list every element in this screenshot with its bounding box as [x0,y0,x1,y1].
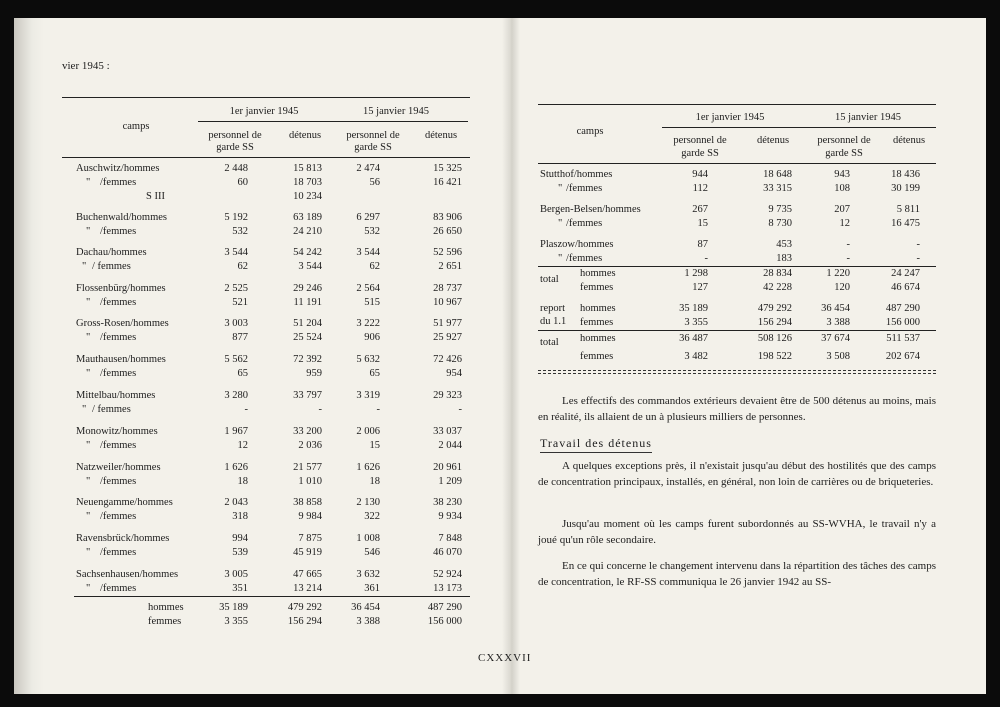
book-spine [502,18,520,694]
r-total-rule [538,266,936,267]
camp-name: /femmes [100,177,137,188]
detenus-header-1: détenus [288,130,322,141]
ditto-mark: " [86,297,91,308]
total-label: femmes [148,616,182,627]
paragraph-1: Les effectifs des commandos extérieurs devaient être de 500 détenus au moins, mais en réalité, ils allaient de un à plusieurs milliers de personnes. [538,395,936,423]
guard-header-2b: garde SS [354,142,392,153]
camp-name: /femmes [100,511,137,522]
detenus-1: 47 665 [293,569,322,580]
summary-guard-2: 37 674 [821,333,850,344]
detenus-1: 8 730 [768,218,792,229]
detenus-1: 13 214 [293,583,322,594]
detenus-1: 10 234 [293,191,322,202]
guard-2: 1 626 [356,462,380,473]
camp-name: Sachsenhausen/hommes [76,569,179,580]
detenus-header-2: détenus [424,130,458,141]
total-detenus-2: 156 000 [427,616,462,627]
guard-1: 112 [692,183,708,194]
summary-guard-1: 36 487 [679,333,708,344]
guard-header-2a: personnel de [346,130,400,141]
detenus-1: 2 036 [298,440,322,451]
summary-label: hommes [580,268,616,279]
camp-name: /femmes [100,226,137,237]
camp-name: Gross-Rosen/hommes [76,318,169,329]
totals-rule [74,596,470,597]
guard-2: 515 [364,297,380,308]
r-report-label-1: report [540,303,566,314]
detenus-1: 3 544 [298,261,322,272]
guard-2: - [376,404,380,415]
guard-2: 1 008 [356,533,380,544]
header-bottom-rule [62,157,470,158]
summary-guard-2: 120 [834,282,850,293]
summary-guard-1: 3 355 [684,317,708,328]
ditto-mark: " [558,183,563,194]
camp-name: Bergen-Belsen/hommes [540,204,641,215]
r-total-label: total [540,274,559,285]
camp-name: Mittelbau/hommes [76,390,156,401]
summary-detenus-1: 156 294 [757,317,792,328]
detenus-1: 45 919 [293,547,322,558]
detenus-1: 15 813 [293,163,322,174]
r-header-bottom-rule [538,163,936,164]
summary-guard-1: 3 482 [684,351,708,362]
date1-header: 1er janvier 1945 [229,106,299,117]
camp-name: Plaszow/hommes [540,239,614,250]
detenus-2: 15 325 [433,163,462,174]
detenus-1: 21 577 [293,462,322,473]
r-guard-header-1b: garde SS [681,148,719,159]
guard-1: 62 [237,261,248,272]
total-detenus-2: 487 290 [427,602,462,613]
detenus-2: 10 967 [433,297,462,308]
r-camps-header: camps [576,126,604,137]
guard-2: 65 [369,368,380,379]
ditto-mark: " [558,253,563,264]
r-grand-total-label: total [540,337,559,348]
summary-guard-2: 3 508 [826,351,850,362]
guard-2: 56 [369,177,380,188]
guard-1: 1 626 [224,462,248,473]
detenus-1: 51 204 [293,318,322,329]
guard-2: 546 [364,547,380,558]
camp-name: /femmes [100,476,137,487]
detenus-2: 2 044 [438,440,462,451]
camp-name: /femmes [566,218,603,229]
detenus-1: 11 191 [293,297,322,308]
r-date-underline [662,127,936,128]
camp-name: Ravensbrück/hommes [76,533,170,544]
detenus-2: - [916,239,920,250]
total-label: hommes [148,602,184,613]
guard-2: 361 [364,583,380,594]
guard-1: 60 [237,177,248,188]
detenus-2: 25 927 [433,332,462,343]
detenus-2: 30 199 [891,183,920,194]
ditto-mark: " [86,476,91,487]
camp-name: S III [146,191,165,202]
detenus-1: 25 524 [293,332,322,343]
detenus-1: 54 242 [293,247,322,258]
detenus-1: 38 858 [293,497,322,508]
r-report-label-2: du 1.1 [540,316,567,327]
guard-1: 87 [697,239,708,250]
summary-label: hommes [580,303,616,314]
ditto-mark: " [86,332,91,343]
r-double-dash-rule [538,370,936,374]
guard-1: 539 [232,547,248,558]
detenus-2: 33 037 [433,426,462,437]
guard-2: 2 564 [356,283,380,294]
ditto-mark: " [86,226,91,237]
summary-detenus-2: 511 537 [886,333,920,344]
summary-detenus-1: 479 292 [757,303,792,314]
summary-guard-2: 3 388 [826,317,850,328]
detenus-2: 29 323 [433,390,462,401]
camp-name: /femmes [100,547,137,558]
paragraph-3: Jusqu'au moment où les camps furent subordonnés au SS-WVHA, le travail n'y a joué qu'un rôle secondaire. [538,518,936,546]
detenus-2: 28 737 [433,283,462,294]
guard-1: 3 003 [224,318,248,329]
summary-label: femmes [580,351,614,362]
r-guard-header-2a: personnel de [817,135,871,146]
camps-header: camps [122,121,150,132]
detenus-1: 33 315 [763,183,792,194]
detenus-1: 33 200 [293,426,322,437]
guard-1: 65 [237,368,248,379]
guard-header-1b: garde SS [216,142,254,153]
camp-name: Stutthof/hommes [540,169,613,180]
date2-header: 15 janvier 1945 [363,106,429,117]
detenus-1: 24 210 [293,226,322,237]
detenus-2: 2 651 [438,261,462,272]
guard-2: 15 [369,440,380,451]
summary-detenus-1: 508 126 [757,333,792,344]
total-guard-2: 36 454 [351,602,380,613]
detenus-1: 7 875 [298,533,322,544]
guard-2: 62 [369,261,380,272]
summary-guard-1: 127 [692,282,708,293]
detenus-2: 16 475 [891,218,920,229]
summary-label: hommes [580,333,616,344]
summary-detenus-1: 42 228 [763,282,792,293]
r-grand-total-rule [538,330,936,331]
guard-2: 2 006 [356,426,380,437]
guard-2: 322 [364,511,380,522]
guard-2: - [846,239,850,250]
detenus-2: 38 230 [433,497,462,508]
detenus-2: 13 173 [433,583,462,594]
guard-1: 994 [232,533,248,544]
ditto-mark: " [558,218,563,229]
camp-name: /femmes [566,253,603,264]
guard-2: 3 632 [356,569,380,580]
paragraph-4: En ce qui concerne le changement intervenu dans la répartition des tâches des camps de concentration, le RF-SS communiqua le 26 janvier 1942 au SS- [538,560,936,588]
summary-guard-1: 35 189 [679,303,708,314]
r-detenus-header-1: détenus [756,135,790,146]
camp-name: /femmes [100,583,137,594]
summary-detenus-1: 28 834 [763,268,792,279]
guard-2: - [846,253,850,264]
detenus-2: 9 934 [438,511,462,522]
summary-label: femmes [580,317,614,328]
ditto-mark: " [86,177,91,188]
total-detenus-1: 479 292 [287,602,322,613]
guard-1: 2 448 [224,163,248,174]
guard-1: - [704,253,708,264]
ditto-mark: " [86,511,91,522]
guard-2: 12 [839,218,850,229]
r-date1-header: 1er janvier 1945 [695,112,765,123]
guard-1: - [244,404,248,415]
guard-2: 3 222 [356,318,380,329]
summary-guard-2: 36 454 [821,303,850,314]
summary-detenus-2: 46 674 [891,282,920,293]
guard-1: 12 [237,440,248,451]
summary-detenus-2: 24 247 [891,268,920,279]
paragraph-2: A quelques exceptions près, il n'existait jusqu'au début des hostilités que des camps de concentration principaux, installés, en général, non loin de carrières ou de briqueteries. [538,460,936,488]
detenus-1: 63 189 [293,212,322,223]
detenus-2: 16 421 [433,177,462,188]
guard-1: 15 [697,218,708,229]
left-gutter-shadow [14,18,44,694]
ditto-mark: " [86,368,91,379]
r-date2-header: 15 janvier 1945 [835,112,901,123]
detenus-2: 5 811 [896,204,920,215]
detenus-1: 9 984 [298,511,322,522]
guard-2: 6 297 [356,212,380,223]
ditto-mark: " [86,583,91,594]
guard-2: 943 [834,169,850,180]
camp-name: / femmes [92,261,131,272]
detenus-1: 29 246 [293,283,322,294]
date-underline [198,121,468,122]
guard-1: 3 280 [224,390,248,401]
total-guard-2: 3 388 [356,616,380,627]
guard-1: 3 005 [224,569,248,580]
ditto-mark: " [82,261,87,272]
guard-1: 521 [232,297,248,308]
ditto-mark: " [82,404,87,415]
detenus-1: 18 648 [763,169,792,180]
page-number: CXXXVII [478,652,532,664]
camp-name: Buchenwald/hommes [76,212,167,223]
section-heading: Travail des détenus [540,436,652,453]
detenus-1: 183 [776,253,792,264]
guard-1: 1 967 [224,426,248,437]
summary-guard-2: 1 220 [826,268,850,279]
detenus-2: - [458,404,462,415]
guard-2: 3 544 [356,247,380,258]
r-guard-header-1a: personnel de [673,135,727,146]
guard-1: 5 192 [224,212,248,223]
ditto-mark: " [86,440,91,451]
detenus-1: - [318,404,322,415]
summary-detenus-2: 487 290 [885,303,920,314]
summary-detenus-2: 202 674 [885,351,920,362]
guard-1: 944 [692,169,708,180]
camp-name: Neuengamme/hommes [76,497,173,508]
guard-1: 2 525 [224,283,248,294]
camp-name: Monowitz/hommes [76,426,158,437]
detenus-2: 1 209 [438,476,462,487]
detenus-1: 959 [306,368,322,379]
camp-name: Mauthausen/hommes [76,354,166,365]
guard-1: 877 [232,332,248,343]
summary-guard-1: 1 298 [684,268,708,279]
detenus-2: 72 426 [433,354,462,365]
camp-name: Flossenbürg/hommes [76,283,166,294]
detenus-2: 954 [446,368,462,379]
guard-1: 2 043 [224,497,248,508]
detenus-2: 26 650 [433,226,462,237]
guard-2: 906 [364,332,380,343]
summary-detenus-2: 156 000 [885,317,920,328]
detenus-1: 453 [776,239,792,250]
guard-header-1a: personnel de [208,130,262,141]
guard-2: 3 319 [356,390,380,401]
detenus-2: - [916,253,920,264]
guard-1: 318 [232,511,248,522]
guard-1: 532 [232,226,248,237]
top-fragment: vier 1945 : [62,60,110,72]
guard-2: 108 [834,183,850,194]
detenus-1: 72 392 [293,354,322,365]
camp-name: / femmes [92,404,131,415]
guard-2: 18 [369,476,380,487]
ditto-mark: " [86,547,91,558]
camp-name: Auschwitz/hommes [76,163,160,174]
camp-name: Natzweiler/hommes [76,462,161,473]
r-detenus-header-2: détenus [892,135,926,146]
camp-name: /femmes [100,332,137,343]
guard-2: 2 474 [356,163,380,174]
detenus-1: 1 010 [298,476,322,487]
camp-name: /femmes [100,368,137,379]
guard-2: 2 130 [356,497,380,508]
detenus-2: 52 924 [433,569,462,580]
total-guard-1: 3 355 [224,616,248,627]
detenus-2: 20 961 [433,462,462,473]
detenus-2: 18 436 [891,169,920,180]
guard-1: 267 [692,204,708,215]
detenus-1: 9 735 [768,204,792,215]
detenus-1: 18 703 [293,177,322,188]
camp-name: /femmes [566,183,603,194]
detenus-1: 33 797 [293,390,322,401]
r-guard-header-2b: garde SS [825,148,863,159]
guard-1: 3 544 [224,247,248,258]
guard-2: 207 [834,204,850,215]
detenus-2: 46 070 [433,547,462,558]
detenus-2: 52 596 [433,247,462,258]
detenus-2: 51 977 [433,318,462,329]
summary-label: femmes [580,282,614,293]
camp-name: Dachau/hommes [76,247,147,258]
total-guard-1: 35 189 [219,602,248,613]
detenus-2: 83 906 [433,212,462,223]
guard-1: 5 562 [224,354,248,365]
camp-name: /femmes [100,297,137,308]
guard-1: 18 [237,476,248,487]
detenus-2: 7 848 [438,533,462,544]
guard-2: 5 632 [356,354,380,365]
guard-1: 351 [232,583,248,594]
camp-name: /femmes [100,440,137,451]
r-table-top-rule [538,104,936,105]
summary-detenus-1: 198 522 [757,351,792,362]
guard-2: 532 [364,226,380,237]
total-detenus-1: 156 294 [287,616,322,627]
table-top-rule [62,97,470,98]
